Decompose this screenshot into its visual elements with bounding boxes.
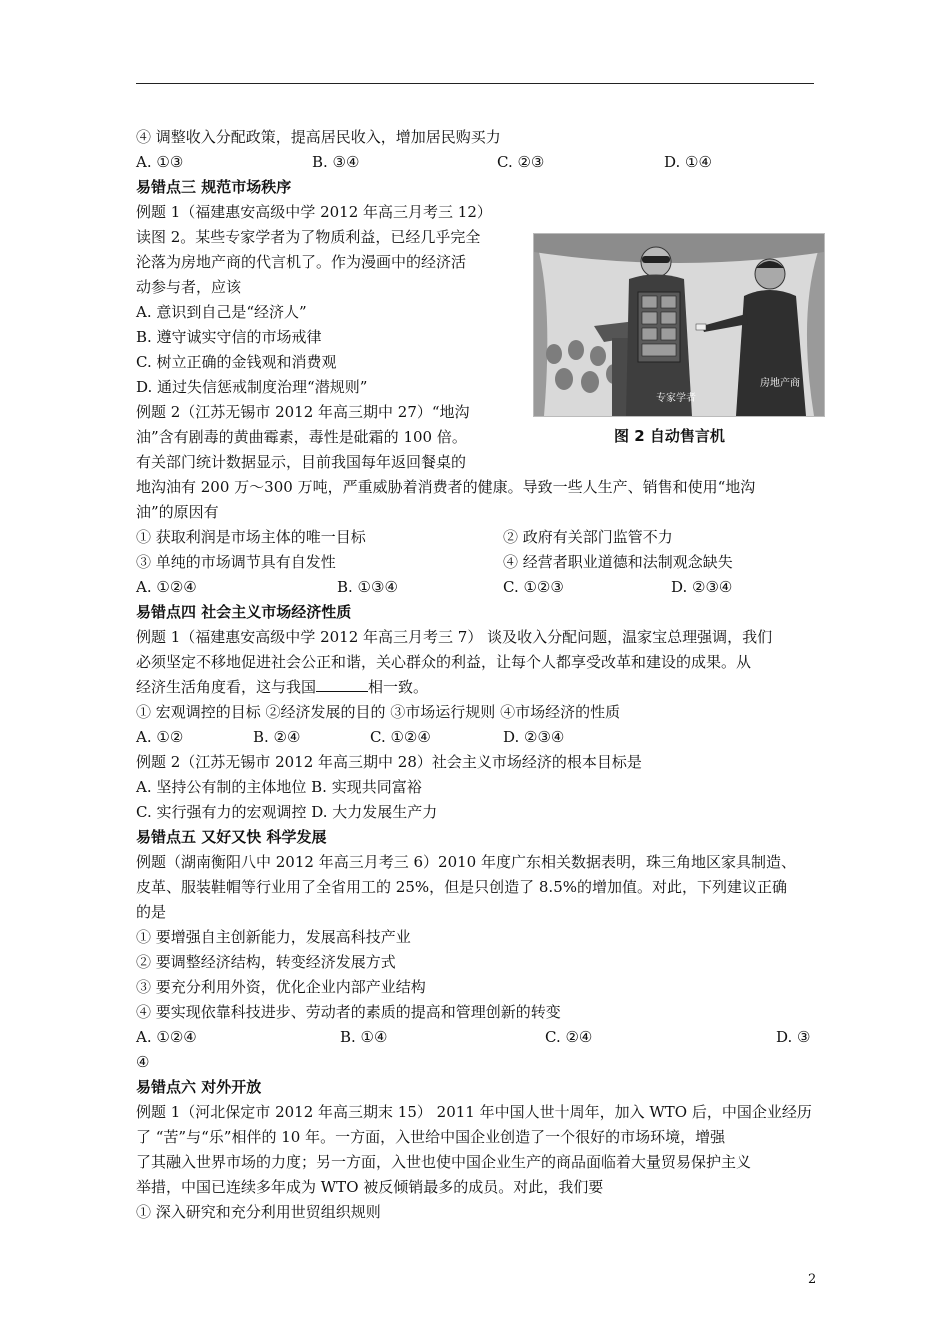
section-heading-4: 易错点四 社会主义市场经济性质 [136,603,352,621]
example-line [136,677,428,697]
example-line: 油”的原因有 [136,503,219,521]
answer-d: D. ②③④ [503,728,565,746]
option-line: ① 获取利润是市场主体的唯一目标 [136,528,366,546]
option-line: A. 意识到自己是“经济人” [136,303,307,321]
example-line: 必须坚定不移地促进社会公正和谐，关心群众的利益，让每个人都享受改革和建设的成果。从 [136,653,752,671]
example-line: 读图 2。某些专家学者为了物质利益，已经几乎完全 [136,228,481,246]
answer-a: A. ①② [136,728,184,746]
cartoon-image [533,233,825,417]
example-line: 的是 [136,903,167,921]
example-line: 皮革、服装鞋帽等行业用了全省用工的 25%，但是只创造了 8.5%的增加值。对此，下列建议正确 [136,878,787,896]
example-line: 例题（湖南衡阳八中 2012 年高三月考三 6）2010 年度广东相关数据表明，珠三角地区家具制造、 [136,853,796,871]
example-line: 了 “苦”与“乐”相伴的 10 年。一方面，入世给中国企业创造了一个很好的市场环境，增强 [136,1128,726,1146]
answer-a: A. ①②④ [136,1028,197,1046]
option-line: C. 树立正确的金钱观和消费观 [136,353,337,371]
answer-b: B. ②④ [253,728,301,746]
text-fragment: 经济生活角度看，这与我国 [136,678,317,696]
example-line: 油”含有剧毒的黄曲霉素，毒性是砒霜的 100 倍。 [136,428,467,446]
header-rule [136,83,814,84]
option-line: ① 宏观调控的目标 ②经济发展的目的 ③市场运行规则 ④市场经济的性质 [136,703,621,721]
answer-b: B. ③④ [312,153,360,171]
answer-d: D. ②③④ [671,578,733,596]
example-line: 有关部门统计数据显示，目前我国每年返回餐桌的 [136,453,467,471]
option-line: C. 实行强有力的宏观调控 D. 大力发展生产力 [136,803,438,821]
example-line: 例题 1（福建惠安高级中学 2012 年高三月考三 7） 谈及收入分配问题，温家宝总理强调，我们 [136,628,773,646]
figure-caption: 图 2 自动售言机 [614,427,725,445]
example-line: 例题 2（江苏无锡市 2012 年高三期中 28）社会主义市场经济的根本目标是 [136,753,642,771]
answer-a: A. ①②④ [136,578,197,596]
page-number: 2 [808,1272,817,1287]
example-line: 举措，中国已连续多年成为 WTO 被反倾销最多的成员。对此，我们要 [136,1178,604,1196]
example-line: 动参与者，应该 [136,278,242,296]
answer-c: C. ①②③ [503,578,564,596]
answer-c: C. ②③ [497,153,545,171]
fill-in-blank [316,677,368,692]
option-line: A. 坚持公有制的主体地位 B. 实现共同富裕 [136,778,422,796]
section-heading-5: 易错点五 又好又快 科学发展 [136,828,327,846]
answer-d-wrap: ④ [136,1053,150,1071]
answer-c: C. ①②④ [370,728,431,746]
section-heading-3: 易错点三 规范市场秩序 [136,178,292,196]
option-line: ① 深入研究和充分利用世贸组织规则 [136,1203,381,1221]
example-line: 了其融入世界市场的力度；另一方面，入世也使中国企业生产的商品面临着大量贸易保护主义 [136,1153,752,1171]
option-line: D. 通过失信惩戒制度治理“潜规则” [136,378,368,396]
answer-c: C. ②④ [545,1028,593,1046]
example-line: 例题 2（江苏无锡市 2012 年高三期中 27）“地沟 [136,403,470,421]
answer-d: D. ①④ [664,153,712,171]
option-line: ③ 要充分利用外资，优化企业内部产业结构 [136,978,426,996]
example-line: 地沟油有 200 万～300 万吨，严重威胁着消费者的健康。导致一些人生产、销售和使用“地沟 [136,478,756,496]
example-line: 沦落为房地产商的代言机了。作为漫画中的经济活 [136,253,467,271]
text-fragment: 相一致。 [368,678,429,696]
figure-label-expert: 专家学者 [656,393,696,404]
figure-label-developer: 房地产商 [760,378,800,389]
answer-b: B. ①③④ [337,578,398,596]
section-heading-6: 易错点六 对外开放 [136,1078,262,1096]
option-line: ① 要增强自主创新能力，发展高科技产业 [136,928,411,946]
option-line: B. 遵守诚实守信的市场戒律 [136,328,322,346]
answer-b: B. ①④ [340,1028,388,1046]
example-line: 例题 1（河北保定市 2012 年高三期末 15） 2011 年中国人世十周年，加入 WTO 后，中国企业经历 [136,1103,812,1121]
option-line: ④ 调整收入分配政策，提高居民收入，增加居民购买力 [136,128,501,146]
option-line: ④ 要实现依靠科技进步、劳动者的素质的提高和管理创新的转变 [136,1003,561,1021]
example-line: 例题 1（福建惠安高级中学 2012 年高三月考三 12） [136,203,492,221]
option-line: ② 政府有关部门监管不力 [503,528,673,546]
answer-d: D. ③ [776,1028,811,1046]
option-line: ④ 经营者职业道德和法制观念缺失 [503,553,733,571]
answer-a: A. ①③ [136,153,184,171]
option-line: ③ 单纯的市场调节具有自发性 [136,553,336,571]
option-line: ② 要调整经济结构，转变经济发展方式 [136,953,396,971]
